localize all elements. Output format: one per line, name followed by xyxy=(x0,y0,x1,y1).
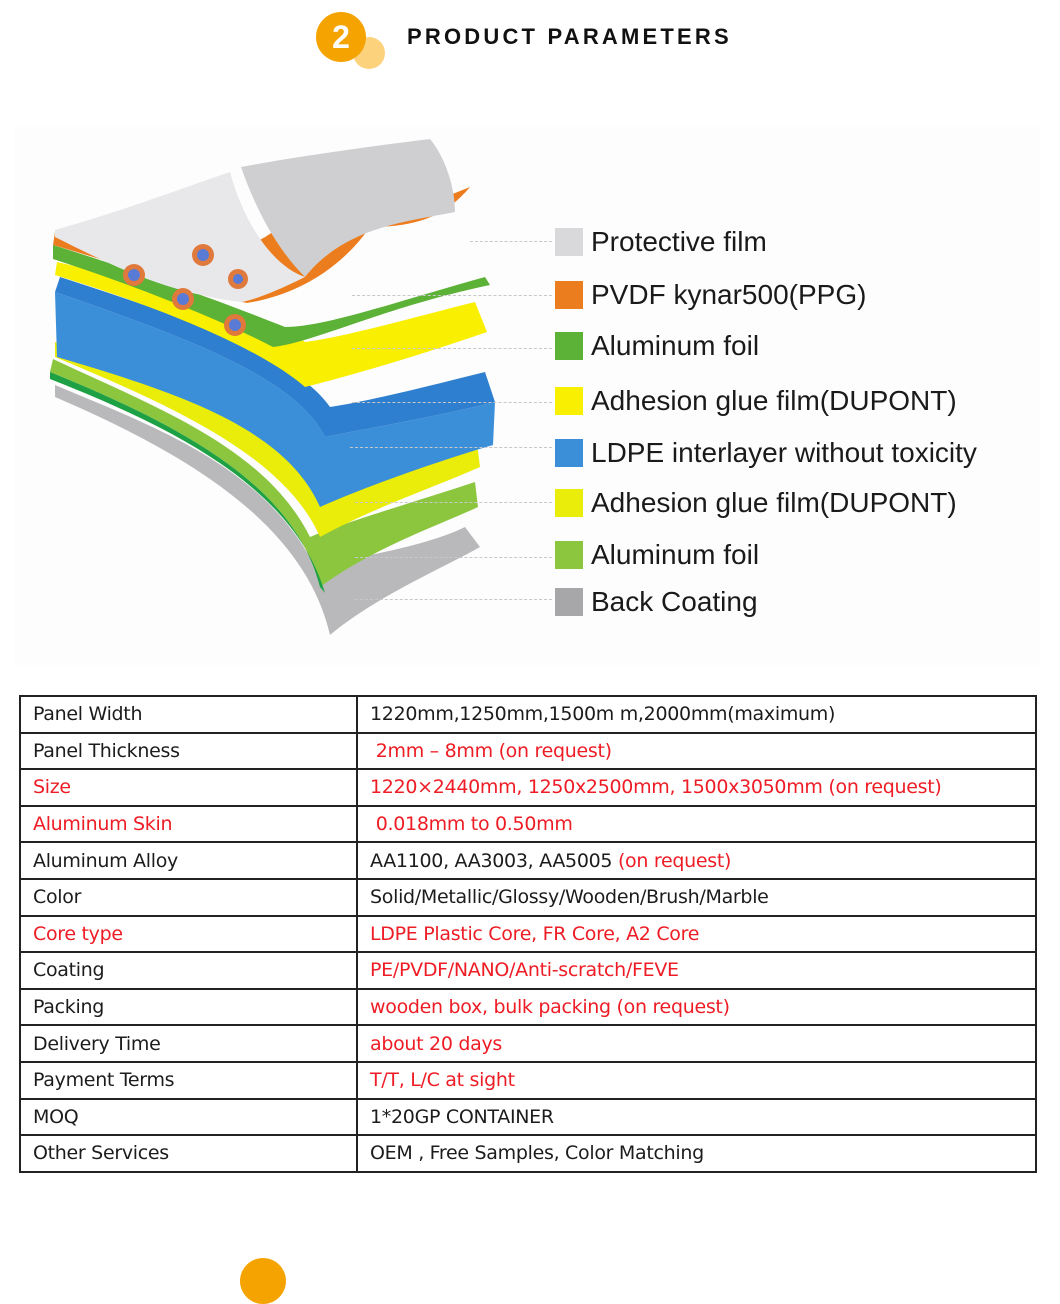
color-swatch xyxy=(555,281,583,309)
spec-value-text: 2mm – 8mm (on request) xyxy=(370,739,612,762)
layer-stack-illustration xyxy=(15,127,555,665)
color-swatch xyxy=(555,387,583,415)
spec-value xyxy=(357,916,1036,953)
legend-label: Aluminum foil xyxy=(591,330,760,361)
legend-label: LDPE interlayer without toxicity xyxy=(591,437,977,468)
leader-line xyxy=(352,295,552,296)
leader-line xyxy=(355,557,552,558)
spec-value xyxy=(357,696,1036,733)
spec-value xyxy=(357,1062,1036,1099)
legend-label: PVDF kynar500(PPG) xyxy=(591,279,867,310)
spec-value xyxy=(357,769,1036,806)
spec-table-body xyxy=(20,696,1036,1172)
color-swatch xyxy=(555,588,583,616)
spec-value-text: 1220×2440mm, 1250x2500mm, 1500x3050mm (on request) xyxy=(370,776,942,799)
spec-key: Delivery Time xyxy=(20,1025,357,1062)
spec-key: Panel Thickness xyxy=(20,733,357,770)
spec-value-text: AA1100, AA3003, AA5005 xyxy=(370,849,618,872)
spec-value xyxy=(357,806,1036,843)
legend-label: Adhesion glue film(DUPONT) xyxy=(591,385,957,416)
color-swatch xyxy=(555,439,583,467)
spec-key: Payment Terms xyxy=(20,1062,357,1099)
leader-line xyxy=(355,502,552,503)
spec-value-text: PE/PVDF/NANO/Anti-scratch/FEVE xyxy=(370,959,679,982)
spec-key: Core type xyxy=(20,916,357,953)
legend-label: Aluminum foil xyxy=(591,539,760,570)
leader-line xyxy=(355,599,552,600)
section-number-badge: 2 xyxy=(316,12,366,62)
leader-line xyxy=(350,447,552,448)
leader-line xyxy=(470,241,552,242)
spec-value xyxy=(357,989,1036,1026)
table-row xyxy=(20,1025,1036,1062)
table-row xyxy=(20,733,1036,770)
spec-value-text: LDPE Plastic Core, FR Core, A2 Core xyxy=(370,922,700,945)
spec-key: Packing xyxy=(20,989,357,1026)
spec-key: Size xyxy=(20,769,357,806)
panel-layer-diagram xyxy=(15,127,1040,665)
color-swatch xyxy=(555,541,583,569)
spec-value-text: T/T, L/C at sight xyxy=(370,1069,515,1092)
leader-line xyxy=(352,402,552,403)
spec-value-text: OEM , Free Samples, Color Matching xyxy=(370,1142,704,1165)
spec-value-text: wooden box, bulk packing (on request) xyxy=(370,996,730,1019)
legend-label: Protective film xyxy=(591,226,767,257)
spec-key: Color xyxy=(20,879,357,916)
spec-value xyxy=(357,1099,1036,1136)
spec-value xyxy=(357,879,1036,916)
spec-value xyxy=(357,1025,1036,1062)
spec-value-text: Solid/Metallic/Glossy/Wooden/Brush/Marble xyxy=(370,886,769,909)
spec-key: MOQ xyxy=(20,1099,357,1136)
spec-value-note: (on request) xyxy=(617,849,732,872)
table-row xyxy=(20,696,1036,733)
table-row xyxy=(20,1135,1036,1172)
next-section-badge xyxy=(240,1258,286,1304)
table-row xyxy=(20,916,1036,953)
table-row xyxy=(20,1062,1036,1099)
leader-line xyxy=(352,348,552,349)
spec-value xyxy=(357,842,1036,879)
color-swatch xyxy=(555,489,583,517)
color-swatch xyxy=(555,332,583,360)
table-row xyxy=(20,769,1036,806)
legend-label: Back Coating xyxy=(591,586,758,617)
spec-key: Aluminum Skin xyxy=(20,806,357,843)
product-spec-table xyxy=(19,695,1037,1173)
color-swatch xyxy=(555,228,583,256)
spec-value-text: 1220mm,1250mm,1500m m,2000mm(maximum) xyxy=(370,703,836,726)
table-row xyxy=(20,806,1036,843)
table-row xyxy=(20,1099,1036,1136)
section-title: PRODUCT PARAMETERS xyxy=(407,24,732,49)
spec-value-text: 0.018mm to 0.50mm xyxy=(370,813,573,836)
spec-value-text: 1*20GP CONTAINER xyxy=(370,1105,554,1128)
table-row xyxy=(20,989,1036,1026)
table-row xyxy=(20,879,1036,916)
spec-key: Aluminum Alloy xyxy=(20,842,357,879)
spec-key: Coating xyxy=(20,952,357,989)
spec-value xyxy=(357,1135,1036,1172)
table-row xyxy=(20,842,1036,879)
spec-key: Other Services xyxy=(20,1135,357,1172)
section-header xyxy=(0,0,1060,80)
legend-label: Adhesion glue film(DUPONT) xyxy=(591,487,957,518)
spec-value-text: about 20 days xyxy=(370,1032,503,1055)
spec-value xyxy=(357,733,1036,770)
spec-value xyxy=(357,952,1036,989)
spec-key: Panel Width xyxy=(20,696,357,733)
table-row xyxy=(20,952,1036,989)
